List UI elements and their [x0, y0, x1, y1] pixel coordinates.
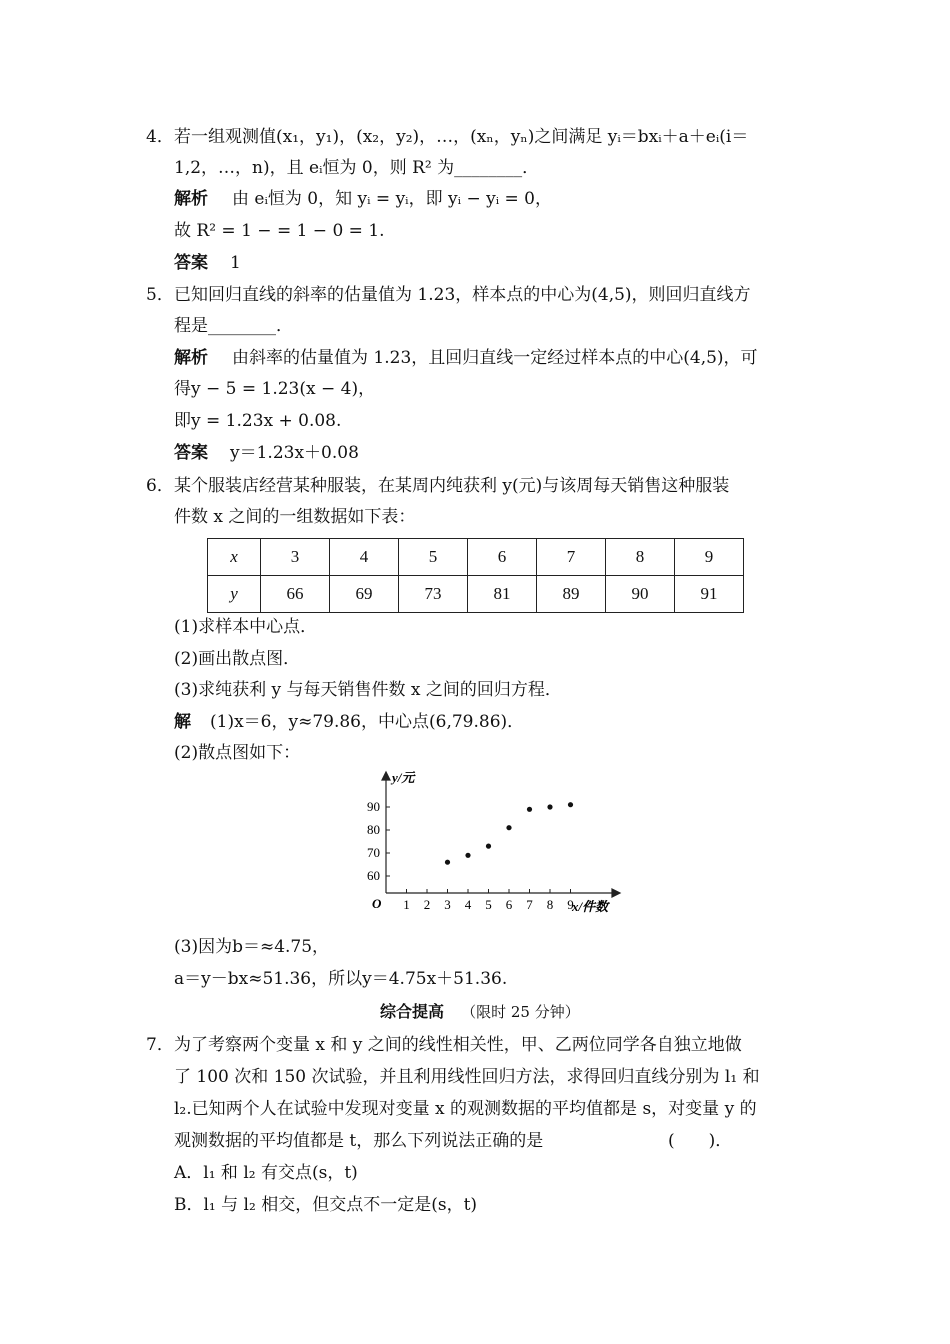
x-tick-label: 9: [567, 897, 574, 912]
scatter-chart: [350, 768, 630, 918]
q6-sub3: (3)求纯获利 y 与每天销售件数 x 之间的回归方程．: [174, 680, 562, 700]
q6-solution-line4: a＝y－bx≈51.36，所以y＝4.75x＋51.36.: [174, 969, 508, 989]
table-row-y: [208, 576, 744, 613]
y-tick-label: 90: [367, 799, 380, 814]
q5-analysis-line2: 得y − 5 = 1.23(x − 4)，: [174, 379, 376, 399]
q5-line2: 程是________．: [174, 316, 293, 336]
q5-analysis-label: 解析: [174, 348, 208, 368]
q7-line4: 观测数据的平均值都是 t，那么下列说法正确的是: [174, 1131, 544, 1151]
table-header-y: y: [208, 576, 261, 613]
q6-sub1: (1)求样本中心点．: [174, 617, 318, 637]
section-heading: [380, 1001, 580, 1023]
y-tick-label: 80: [367, 822, 380, 837]
q4-analysis-line1: 由 eᵢ恒为 0，知 yᵢ = yᵢ，即 yᵢ − yᵢ = 0，: [232, 189, 552, 209]
x-tick-label: 6: [505, 897, 513, 912]
q7-line1: 为了考察两个变量 x 和 y 之间的线性相关性，甲、乙两位同学各自独立地做: [174, 1035, 742, 1055]
y-tick-label: 70: [367, 845, 380, 860]
table-cell: 3: [261, 539, 330, 576]
q6-sub2: (2)画出散点图．: [174, 649, 301, 669]
q6-line2: 件数 x 之间的一组数据如下表：: [174, 507, 416, 527]
x-tick-label: 1: [403, 897, 410, 912]
q6-solution-line1: (1)x＝6，y≈79.86，中心点(6,79.86)．: [210, 712, 525, 732]
q7-option-a: A．l₁ 和 l₂ 有交点(s，t): [174, 1163, 358, 1183]
q4-analysis-label: 解析: [174, 189, 208, 209]
q7-number: 7．: [146, 1035, 174, 1055]
q4-answer: 1: [230, 253, 241, 273]
q5-analysis-line3: 即y = 1.23x + 0.08.: [174, 411, 342, 431]
table-cell: 8: [606, 539, 675, 576]
q6-solution-line2: (2)散点图如下：: [174, 743, 301, 763]
x-tick-label: 3: [444, 897, 451, 912]
q5-answer: y＝1.23x＋0.08: [230, 443, 359, 463]
q7-option-b: B．l₁ 与 l₂ 相交，但交点不一定是(s，t): [174, 1195, 478, 1215]
section-time-note: （限时 25 分钟）: [461, 1003, 580, 1021]
y-axis-arrow-icon: [382, 772, 390, 780]
table-cell: 66: [261, 576, 330, 613]
q5-line1: 已知回归直线的斜率的估量值为 1.23，样本点的中心为(4,5)，则回归直线方: [174, 285, 751, 305]
y-tick-label: 60: [367, 868, 380, 883]
x-tick-label: 2: [423, 897, 431, 912]
data-point: [527, 807, 532, 812]
table-cell: 91: [675, 576, 744, 613]
x-tick-label: 7: [526, 897, 533, 912]
q5-answer-label: 答案: [174, 443, 208, 463]
q6-solution-line3: (3)因为b＝≈4.75，: [174, 937, 330, 957]
q5-number: 5．: [146, 285, 174, 305]
table-cell: 69: [330, 576, 399, 613]
table-cell: 89: [537, 576, 606, 613]
y-axis-label: y/元: [392, 770, 415, 785]
data-point: [486, 844, 491, 849]
q5-analysis-line1: 由斜率的估量值为 1.23，且回归直线一定经过样本点的中心(4,5)，可: [232, 348, 758, 368]
table-cell: 81: [468, 576, 537, 613]
q7-answer-bracket: ( )．: [668, 1131, 733, 1151]
x-tick-label: 4: [464, 897, 472, 912]
x-axis-label: x/件数: [572, 899, 609, 914]
table-cell: 9: [675, 539, 744, 576]
table-cell: 7: [537, 539, 606, 576]
q7-line2: 了 100 次和 150 次试验，并且利用线性回归方法，求得回归直线分别为 l₁ 和: [174, 1067, 760, 1087]
q6-solution-label: 解: [174, 712, 191, 732]
table-header-x: x: [208, 539, 261, 576]
q4-answer-label: 答案: [174, 253, 208, 273]
q7-line3: l₂.已知两个人在试验中发现对变量 x 的观测数据的平均值都是 s，对变量 y 的: [174, 1099, 757, 1119]
q4-analysis-line2: 故 R² = 1 − = 1 − 0 = 1.: [174, 221, 385, 241]
q4-number: 4．: [146, 127, 174, 147]
table-cell: 73: [399, 576, 468, 613]
table-cell: 5: [399, 539, 468, 576]
q6-number: 6．: [146, 476, 174, 496]
section-title: 综合提高: [380, 1002, 445, 1021]
x-axis-arrow-icon: [612, 889, 620, 897]
q6-line1: 某个服装店经营某种服装，在某周内纯获利 y(元)与该周每天销售这种服装: [174, 476, 730, 496]
data-point: [547, 804, 552, 809]
table-cell: 6: [468, 539, 537, 576]
data-table: [207, 538, 744, 613]
table-row-x: [208, 539, 744, 576]
data-point: [445, 860, 450, 865]
x-tick-label: 8: [546, 897, 554, 912]
origin-label: O: [372, 896, 382, 911]
q4-line1: 若一组观测值(x₁，y₁)，(x₂，y₂)，…，(xₙ，yₙ)之间满足 yᵢ＝bxᵢ＋a＋eᵢ(i＝: [174, 127, 749, 147]
table-cell: 4: [330, 539, 399, 576]
data-point: [465, 853, 470, 858]
data-point: [506, 825, 511, 830]
data-point: [568, 802, 573, 807]
table-cell: 90: [606, 576, 675, 613]
q4-line2: 1,2，…，n)，且 eᵢ恒为 0，则 R² 为________．: [174, 158, 540, 178]
x-tick-label: 5: [485, 897, 492, 912]
